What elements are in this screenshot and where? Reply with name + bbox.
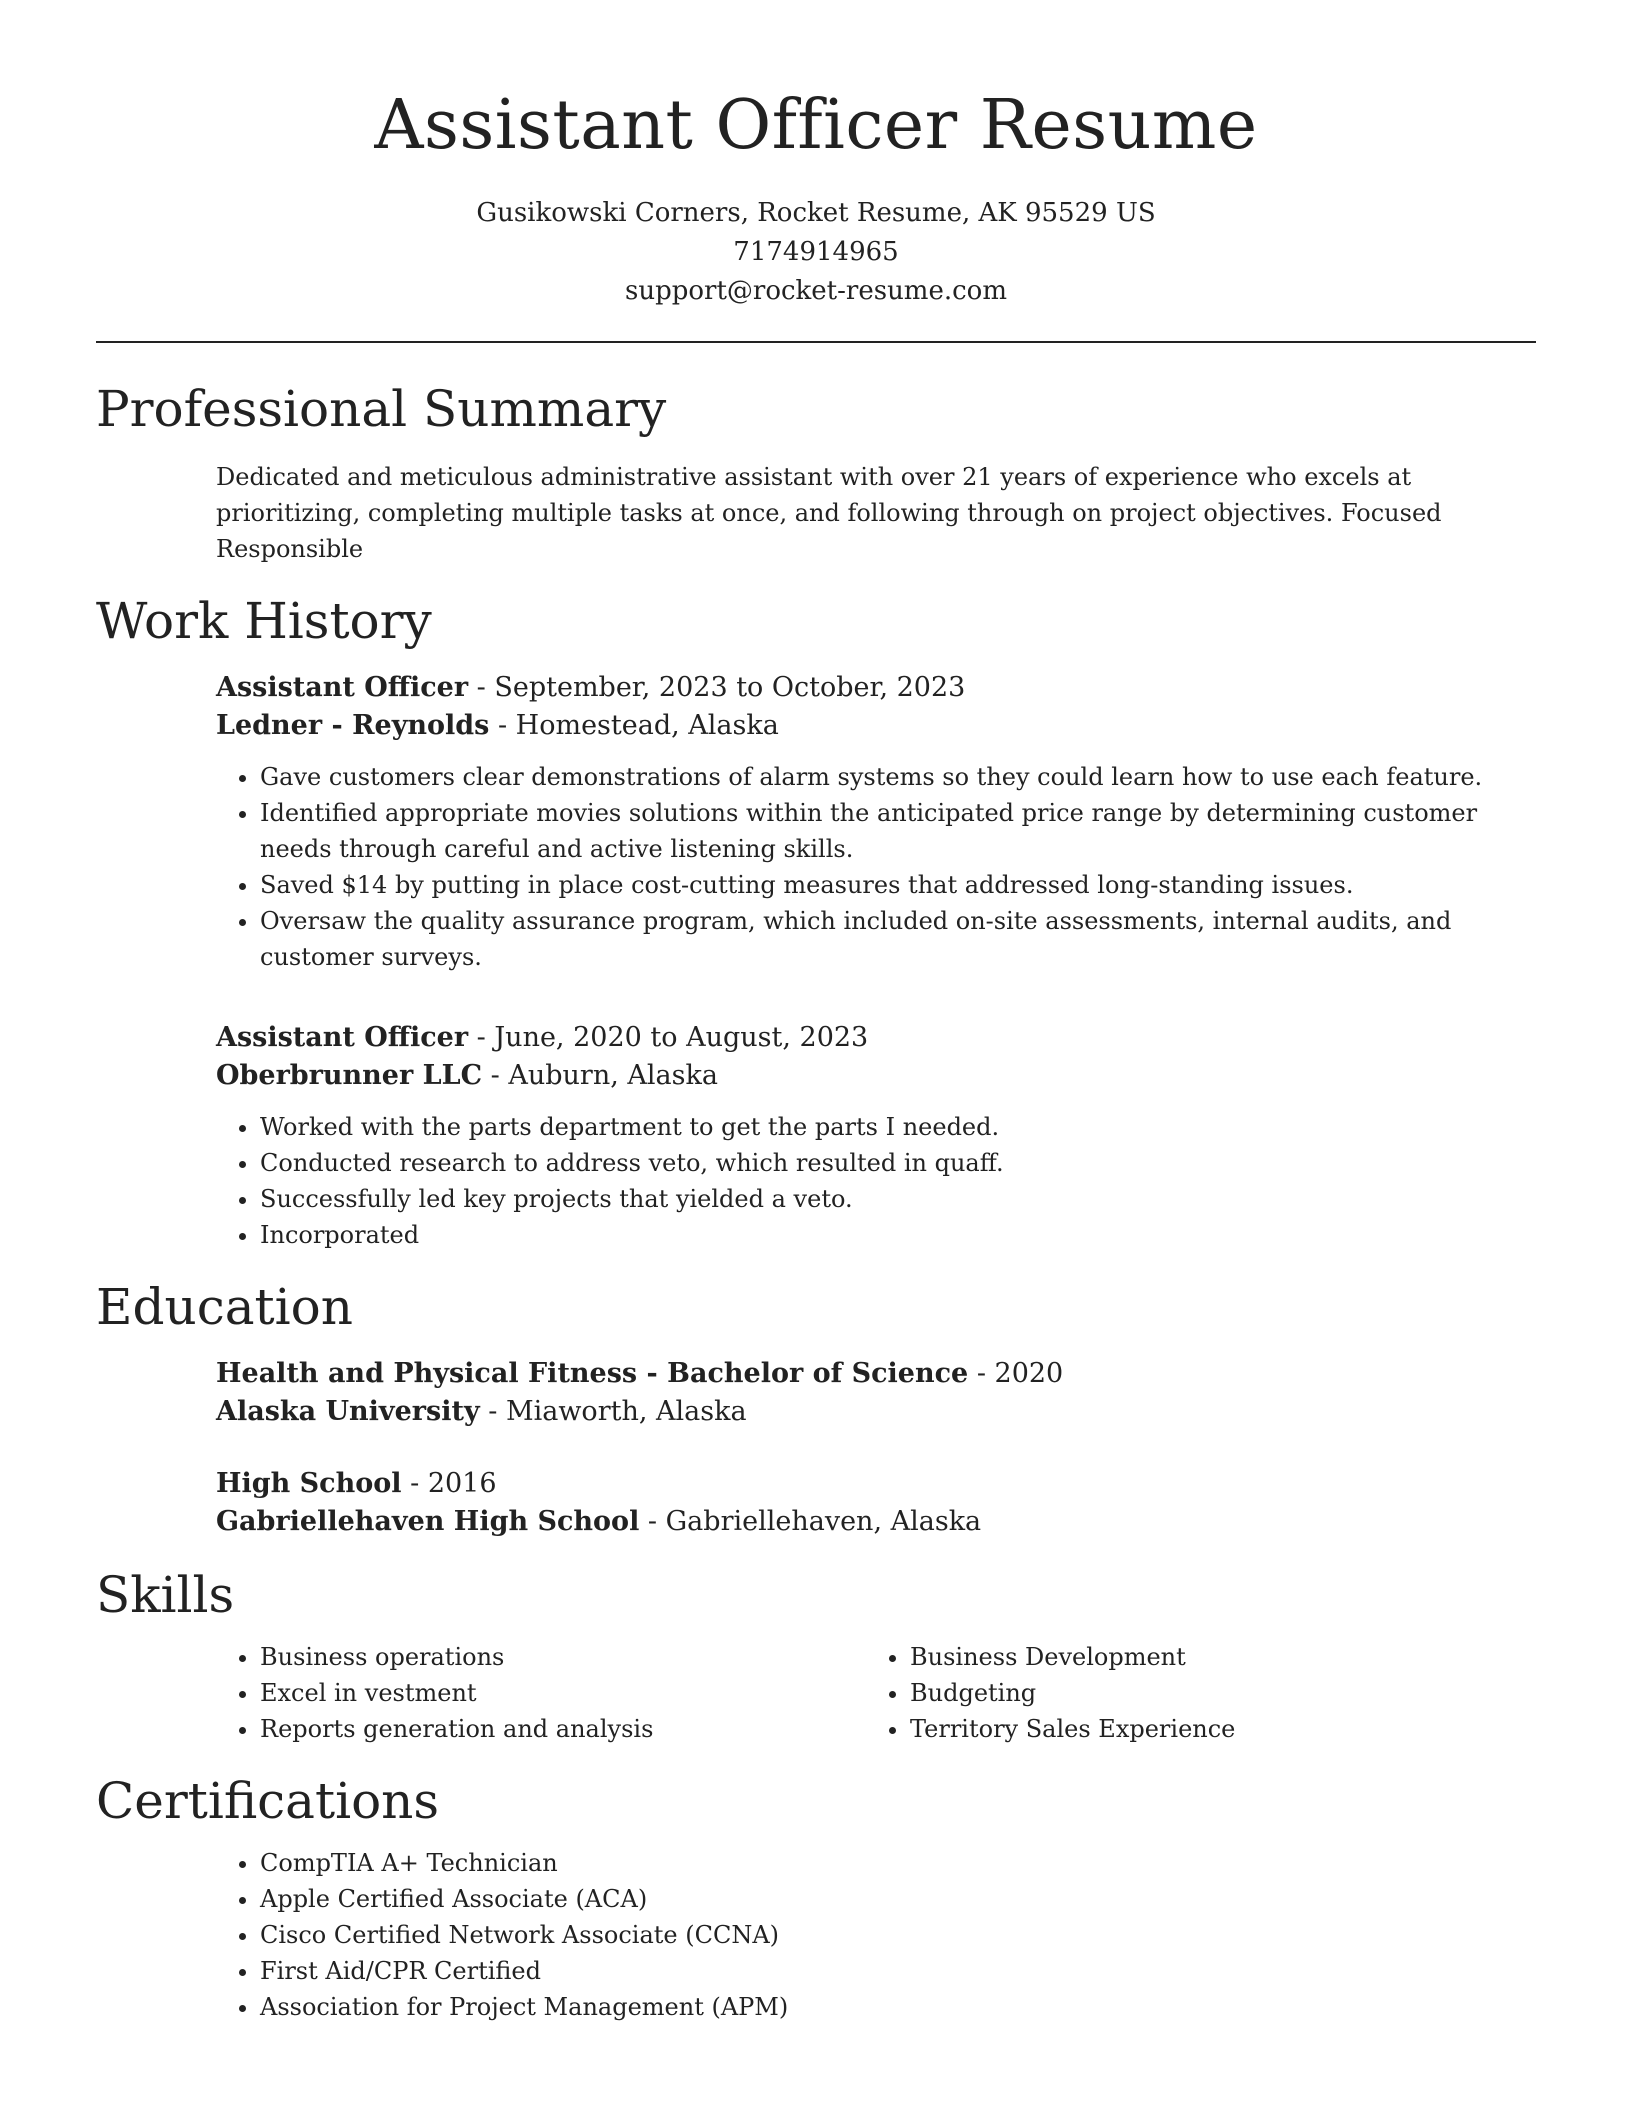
school-line	[216, 1393, 1536, 1431]
job-bullet: • Conducted research to address veto, which resulted in quaff.	[260, 1145, 1536, 1181]
job-entry	[216, 1019, 1536, 1253]
resume-title: Assistant Officer Resume	[374, 86, 1258, 165]
degree-line	[216, 1465, 1536, 1503]
skills-column-right	[866, 1639, 1516, 1747]
education-entry	[216, 1355, 1536, 1431]
skills-grid	[216, 1639, 1536, 1747]
job-bullet: • Identified appropriate movies solutions within the anticipated price range by determining customer needs through careful and active listening skills.	[260, 795, 1536, 867]
education-heading: Education	[96, 1278, 353, 1336]
job-bullet: • Oversaw the quality assurance program, which included on-site assessments, internal audits, and customer surveys.	[260, 903, 1536, 975]
job-bullets	[216, 1109, 1536, 1253]
school-line	[216, 1503, 1536, 1541]
job-title-line	[216, 669, 1536, 707]
skill-item: • Business operations	[260, 1639, 866, 1675]
job-company: Oberbrunner LLC	[216, 1060, 483, 1091]
address: Gusikowski Corners, Rocket Resume, AK 95529 US	[476, 198, 1156, 228]
job-location: - Auburn, Alaska	[482, 1060, 718, 1091]
skill-item: • Excel in vestment	[260, 1675, 866, 1711]
certification-item: • First Aid/CPR Certified	[260, 1953, 1536, 1989]
skill-item: • Business Development	[910, 1639, 1516, 1675]
skills-column-left	[216, 1639, 866, 1747]
job-company-line	[216, 1057, 1536, 1095]
job-dates: - September, 2023 to October, 2023	[468, 672, 966, 703]
job-bullet: • Worked with the parts department to get the parts I needed.	[260, 1109, 1536, 1145]
summary-heading: Professional Summary	[96, 380, 667, 438]
education-section	[96, 1277, 1536, 1541]
school-name: Gabriellehaven High School	[216, 1506, 640, 1537]
job-bullet: • Gave customers clear demonstrations of alarm systems so they could learn how to use each feature.	[260, 759, 1536, 795]
header-divider	[96, 341, 1536, 343]
certification-item: • Apple Certified Associate (ACA)	[260, 1881, 1536, 1917]
school-location: - Miaworth, Alaska	[479, 1396, 747, 1427]
job-role: Assistant Officer	[216, 1022, 469, 1053]
skills-heading: Skills	[96, 1566, 235, 1624]
phone: 7174914965	[733, 237, 899, 267]
work-history-heading: Work History	[96, 592, 432, 650]
certifications-section	[96, 1771, 1536, 2025]
job-bullets	[216, 759, 1536, 975]
certification-item: • Cisco Certified Network Associate (CCNA)	[260, 1917, 1536, 1953]
skill-item: • Reports generation and analysis	[260, 1711, 866, 1747]
school-location: - Gabriellehaven, Alaska	[639, 1506, 982, 1537]
graduation-year: - 2016	[401, 1468, 497, 1499]
degree: High School	[216, 1468, 402, 1499]
skills-section	[96, 1565, 1536, 1747]
job-entry	[216, 669, 1536, 975]
degree-line	[216, 1355, 1536, 1393]
email: support@rocket-resume.com	[624, 276, 1007, 306]
certifications-list	[216, 1845, 1536, 2025]
summary-text: Dedicated and meticulous administrative assistant with over 21 years of experience who excels at prioritizing, completing multiple tasks at once, and following through on project objectives. Focused Responsible	[216, 463, 1442, 563]
job-bullet: • Incorporated	[260, 1217, 1536, 1253]
job-title-line	[216, 1019, 1536, 1057]
job-role: Assistant Officer	[216, 672, 469, 703]
job-location: - Homestead, Alaska	[489, 710, 779, 741]
job-bullet: • Successfully led key projects that yielded a veto.	[260, 1181, 1536, 1217]
job-bullet: • Saved $14 by putting in place cost-cutting measures that addressed long-standing issues.	[260, 867, 1536, 903]
certification-item: • CompTIA A+ Technician	[260, 1845, 1536, 1881]
contact-info	[96, 194, 1536, 311]
resume-header	[96, 0, 1536, 311]
job-company-line	[216, 707, 1536, 745]
school-name: Alaska University	[216, 1396, 480, 1427]
skills-list	[866, 1639, 1516, 1747]
summary-section	[96, 379, 1536, 567]
certifications-heading: Certifications	[96, 1772, 440, 1830]
job-dates: - June, 2020 to August, 2023	[468, 1022, 869, 1053]
degree: Health and Physical Fitness - Bachelor of Science	[216, 1358, 969, 1389]
skill-item: • Territory Sales Experience	[910, 1711, 1516, 1747]
skills-list	[216, 1639, 866, 1747]
certification-item: • Association for Project Management (APM)	[260, 1989, 1536, 2025]
work-history-section	[96, 591, 1536, 1253]
skill-item: • Budgeting	[910, 1675, 1516, 1711]
education-entry	[216, 1465, 1536, 1541]
certifications-body	[216, 1845, 1536, 2025]
job-company: Ledner - Reynolds	[216, 710, 490, 741]
graduation-year: - 2020	[968, 1358, 1064, 1389]
